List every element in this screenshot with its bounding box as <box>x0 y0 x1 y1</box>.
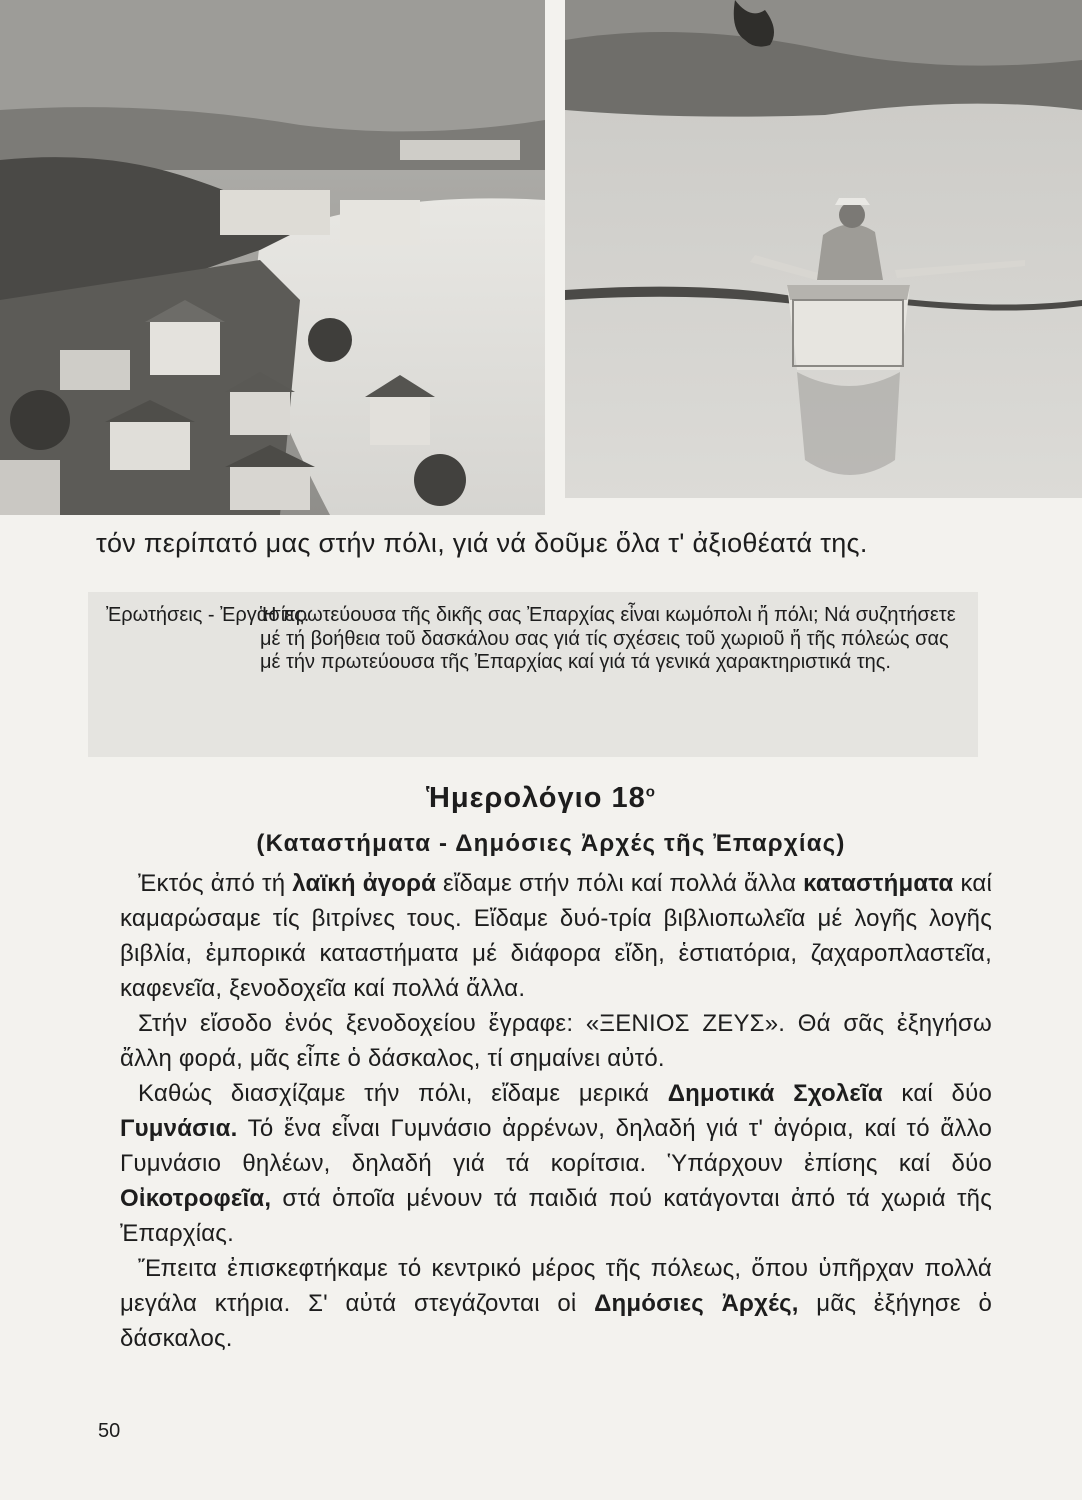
diary-heading <box>0 782 1082 815</box>
text-run: μᾶς ἐξήγησε ὁ δάσκαλος. <box>120 1290 993 1352</box>
text-run: στά ὁποῖα μένουν τά παιδιά πού κατάγονται ἀπό τά χωριά τῆς Ἐπαρχίας. <box>120 1185 992 1247</box>
page-number: 50 <box>98 1420 121 1442</box>
exercises-text: Ἡ πρωτεύουσα τῆς δικῆς σας Ἐπαρχίας εἶναι κωμόπολι ἤ πόλι; Νά συζητήσετε μέ τή βοήθεια τοῦ δασκάλου σας γιά τίς σχέσεις τοῦ χωριοῦ ἤ τῆς πόλεώς σας μέ τήν πρωτεύουσα τῆς Ἐπαρχίας καί γιά τά γενικά χαρακτηριστικά της. <box>260 604 956 673</box>
paragraph-2: Στήν εἴσοδο ἑνός ξενοδοχείου ἔγραφε: «ΞΕΝΙΟΣ ΖΕΥΣ». Θά σᾶς ἐξηγήσω ἄλλη φορά, μᾶς εἶπε ὁ δάσκαλος, τί σημαίνει αὐτό. <box>120 1010 992 1072</box>
bold-term: Δημοτικά Σχολεῖα <box>667 1080 883 1107</box>
bold-term: Οἰκοτροφεῖα, <box>120 1185 272 1212</box>
text-run: Ἔπειτα ἐπισκεφτήκαμε τό κεντρικό μέρος τῆς πόλεως, ὅπου ὑπῆρχαν πολλά μεγάλα κτήρια. Σ' αὐτά στεγάζονται οἱ <box>120 1255 992 1317</box>
diary-title-superscript: ο <box>645 783 656 801</box>
text-run: εἴδαμε στήν πόλι καί πολλά ἄλλα <box>436 870 804 897</box>
text-run: Ἐκτός ἀπό τή <box>138 870 293 897</box>
bold-term: λαϊκή ἀγορά <box>292 870 437 897</box>
bold-term: Δημόσιες Ἀρχές, <box>594 1290 799 1317</box>
harbour-town-photo <box>0 0 545 515</box>
harbour-town-image <box>0 0 545 515</box>
bold-term: Γυμνάσια. <box>120 1115 238 1142</box>
exercises-label: Ἐρωτήσεις - Ἐργασίες. <box>106 604 310 626</box>
paragraph-4 <box>120 1251 992 1356</box>
photo-strip <box>0 0 1082 520</box>
rowing-boat-photo <box>565 0 1082 498</box>
paragraph-1 <box>120 866 992 1006</box>
text-run: Καθώς διασχίζαμε τήν πόλι, εἴδαμε μερικά <box>138 1080 668 1107</box>
exercises-box <box>88 592 978 757</box>
paragraph-3 <box>120 1076 992 1251</box>
text-run: Τό ἕνα εἶναι Γυμνάσιο ἀρρένων, δηλαδή γιά τ' ἀγόρια, καί τό ἄλλο Γυμνάσιο θηλέων, δηλαδή γιά τά κορίτσια. Ὑπάρχουν ἐπίσης καί δύο <box>120 1115 992 1177</box>
rowing-boat-image <box>565 0 1082 498</box>
diary-body <box>120 866 992 1356</box>
text-run: καί δύο <box>882 1080 992 1107</box>
diary-title: Ἡμερολόγιο 18 <box>426 782 646 814</box>
bold-term: καταστήματα <box>803 870 954 897</box>
text-run: καί καμαρώσαμε τίς βιτρίνες τους. Εἴδαμε δυό-τρία βιβλιοπωλεῖα μέ λογῆς λογῆς βιβλία, ἐμπορικά καταστήματα μέ διάφορα εἴδη, ἑστιατόρια, ζαχαροπλαστεῖα, καφενεῖα, ξενοδοχεῖα καί πολλά ἄλλα. <box>120 870 992 1002</box>
diary-subtitle: (Καταστήματα - Δημόσιες Ἀρχές τῆς Ἐπαρχίας) <box>256 830 846 857</box>
caption-continuation: τόν περίπατό μας στήν πόλι, γιά νά δοῦμε ὅλα τ' ἀξιοθέατά της. <box>96 528 868 558</box>
